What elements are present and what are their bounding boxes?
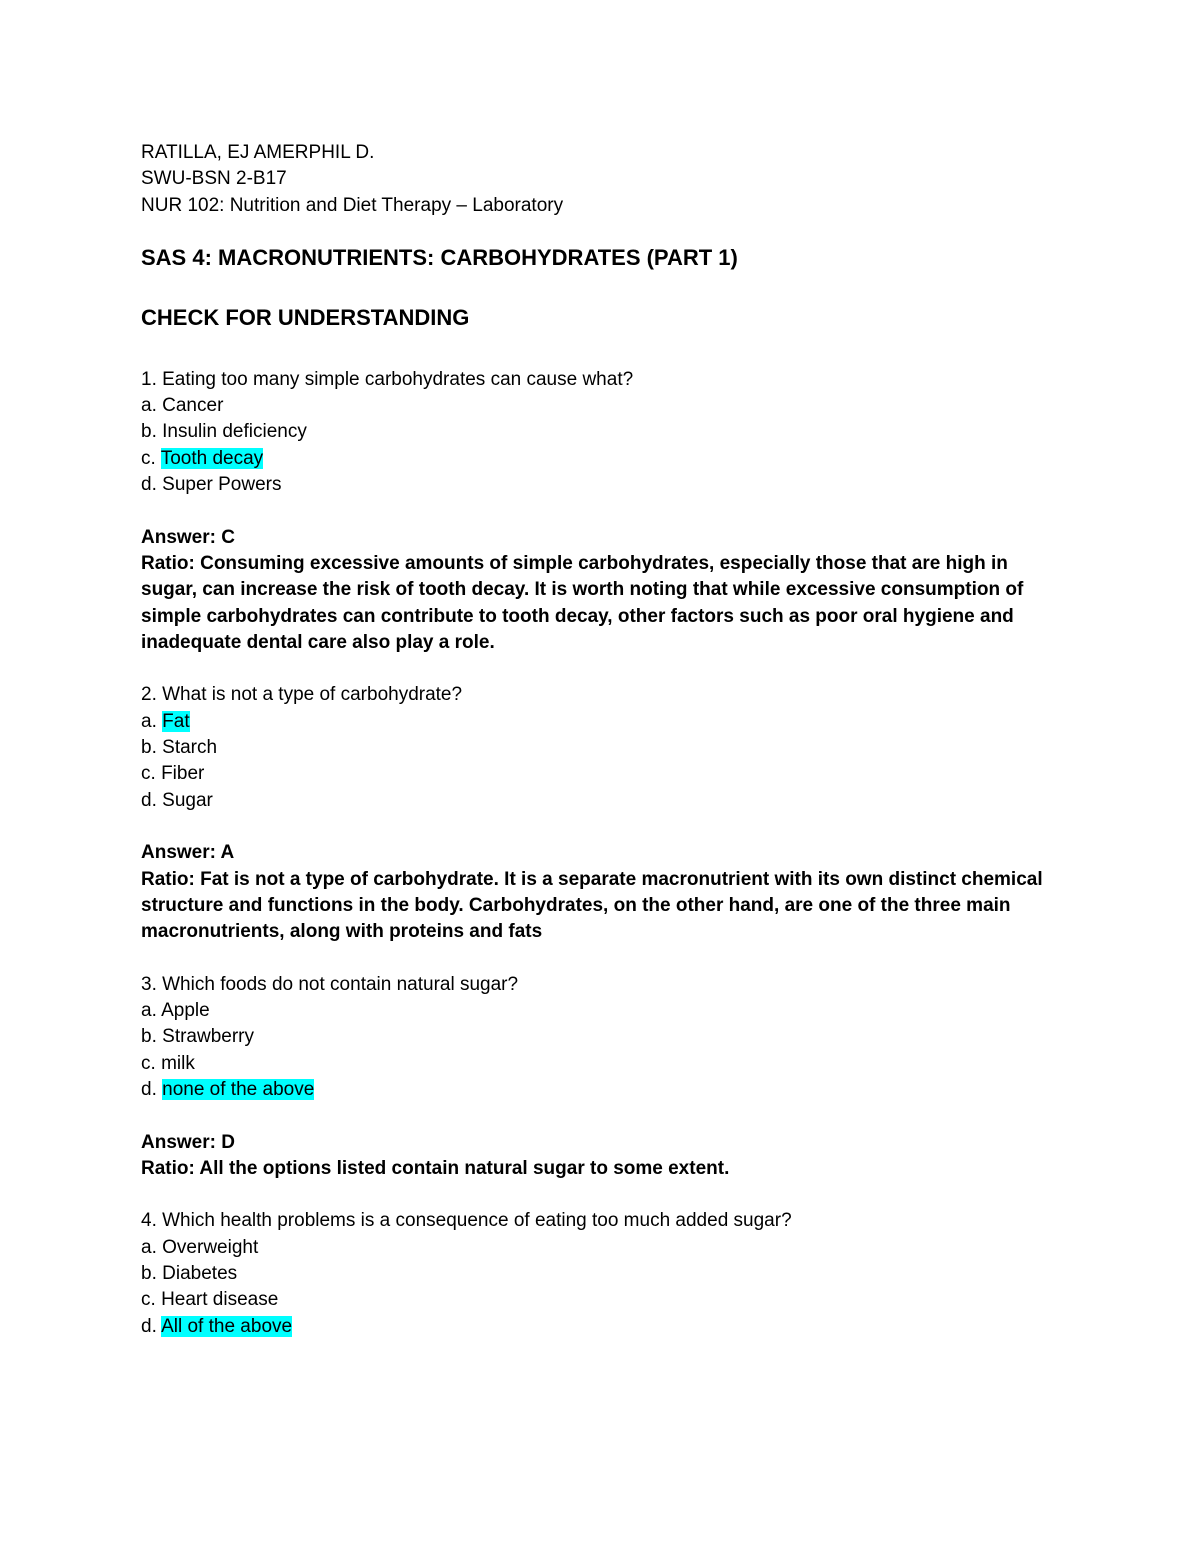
question-text: 2. What is not a type of carbohydrate? [141, 684, 463, 706]
option-letter: d. [141, 474, 157, 496]
option-text: Overweight [162, 1236, 259, 1258]
option-letter: c. [141, 763, 156, 785]
question-block-2 [141, 682, 1061, 945]
option-item [141, 788, 1061, 814]
section-heading: CHECK FOR UNDERSTANDING [141, 304, 470, 330]
option-text-highlighted: Tooth decay [160, 447, 264, 469]
option-item [141, 735, 1061, 761]
option-letter: d. [141, 1315, 157, 1337]
question-text: 1. Eating too many simple carbohydrates can cause what? [141, 368, 634, 390]
option-text: Sugar [162, 789, 213, 811]
option-letter: b. [141, 737, 157, 759]
ratio-text: Ratio: Fat is not a type of carbohydrate. It is a separate macronutrient with its own distinct chemical structure and functions in the body. Carbohydrates, on the other hand, are one of the three main macronutrients, along with proteins and fats [141, 868, 1043, 943]
option-item [141, 998, 1061, 1024]
option-item [141, 1051, 1061, 1077]
document-page [141, 140, 1061, 1340]
option-letter: b. [141, 421, 157, 443]
answer-label: Answer: A [141, 842, 235, 864]
option-text: Heart disease [161, 1289, 279, 1311]
answer-label: Answer: D [141, 1131, 235, 1153]
option-item [141, 446, 1061, 472]
document-title: SAS 4: MACRONUTRIENTS: CARBOHYDRATES (PART 1) [141, 244, 738, 270]
course-title: NUR 102: Nutrition and Diet Therapy – Laboratory [141, 194, 564, 216]
question-text: 3. Which foods do not contain natural sugar? [141, 973, 519, 995]
option-letter: a. [141, 710, 157, 732]
ratio-text: Ratio: All the options listed contain natural sugar to some extent. [141, 1157, 730, 1179]
option-letter: c. [141, 447, 156, 469]
question-block-1 [141, 367, 1061, 656]
student-name: RATILLA, EJ AMERPHIL D. [141, 142, 375, 163]
option-text: Super Powers [162, 474, 282, 496]
option-item [141, 393, 1061, 419]
question-block-3 [141, 972, 1061, 1182]
question-text: 4. Which health problems is a consequence of eating too much added sugar? [141, 1210, 792, 1232]
option-letter: d. [141, 1078, 157, 1100]
option-letter: b. [141, 1262, 157, 1284]
option-letter: a. [141, 1000, 157, 1022]
question-block-4 [141, 1208, 1061, 1339]
option-letter: c. [141, 1052, 156, 1074]
option-letter: c. [141, 1289, 156, 1311]
option-text: Starch [162, 737, 218, 759]
option-item [141, 1077, 1061, 1103]
option-letter: d. [141, 789, 157, 811]
option-text: Cancer [162, 395, 224, 417]
option-item [141, 761, 1061, 787]
answer-label: Answer: C [141, 526, 235, 548]
option-letter: a. [141, 1236, 157, 1258]
option-letter: a. [141, 395, 157, 417]
option-letter: b. [141, 1026, 157, 1048]
option-item [141, 1024, 1061, 1050]
student-section: SWU-BSN 2-B17 [141, 168, 287, 190]
option-text: Strawberry [162, 1026, 254, 1048]
option-text-highlighted: none of the above [162, 1078, 315, 1100]
option-item [141, 419, 1061, 445]
option-text: Apple [161, 1000, 210, 1022]
option-text-highlighted: Fat [162, 710, 190, 732]
option-item [141, 1235, 1061, 1261]
option-text-highlighted: All of the above [161, 1315, 293, 1337]
ratio-text: Ratio: Consuming excessive amounts of simple carbohydrates, especially those that are high in sugar, can increase the risk of tooth decay. It is worth noting that while excessive consumption of simple carbohydrates can contribute to tooth decay, other factors such as poor oral hygiene and inadequate dental care also play a role. [141, 552, 1024, 653]
option-item [141, 1261, 1061, 1287]
option-item [141, 709, 1061, 735]
option-text: milk [161, 1052, 195, 1074]
option-item [141, 472, 1061, 498]
option-item [141, 1314, 1061, 1340]
option-text: Diabetes [162, 1262, 238, 1284]
option-text: Insulin deficiency [162, 421, 307, 443]
option-text: Fiber [161, 763, 205, 785]
option-item [141, 1287, 1061, 1313]
